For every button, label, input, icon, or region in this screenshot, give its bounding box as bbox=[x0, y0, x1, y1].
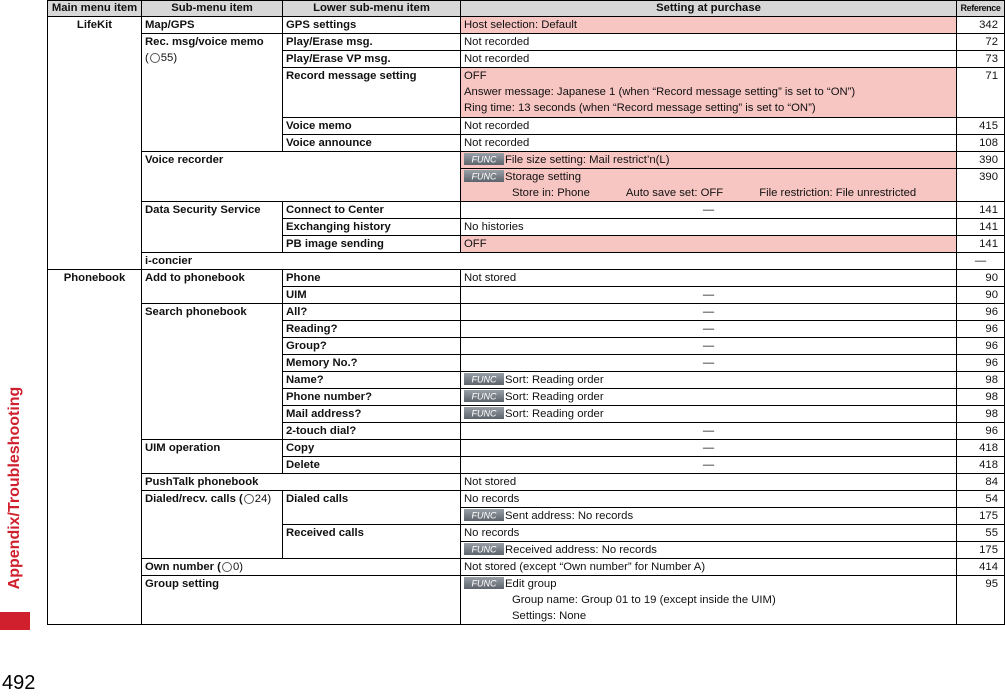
setting-cell bbox=[461, 169, 957, 202]
recmsg-keyref bbox=[145, 50, 279, 66]
main-menu-phonebook: Phonebook bbox=[48, 270, 142, 625]
reference-cell: 98 bbox=[957, 406, 1005, 423]
setting-cell bbox=[461, 372, 957, 389]
reference-cell: 72 bbox=[957, 34, 1005, 51]
setting-line: Answer message: Japanese 1 (when “Record message setting” is set to “ON”) bbox=[464, 86, 856, 98]
func-icon bbox=[464, 577, 504, 589]
table-row bbox=[48, 17, 1005, 34]
lower-dialed-calls: Dialed calls bbox=[283, 491, 461, 525]
setting-cell bbox=[461, 542, 957, 559]
lower-all: All? bbox=[283, 304, 461, 321]
table-row bbox=[48, 559, 1005, 576]
setting-text: Sort: Reading order bbox=[505, 374, 604, 386]
sub-menu-recmsg bbox=[142, 34, 283, 152]
setting-cell bbox=[461, 389, 957, 406]
table-row bbox=[48, 152, 1005, 169]
lower-phone: Phone bbox=[283, 270, 461, 287]
reference-cell: 414 bbox=[957, 559, 1005, 576]
setting-cell: No records bbox=[461, 491, 957, 508]
setting-line: OFF bbox=[464, 70, 487, 82]
lower-phone-number: Phone number? bbox=[283, 389, 461, 406]
section-title: Appendix/Troubleshooting bbox=[6, 386, 23, 590]
sub-menu-mapgps: Map/GPS bbox=[142, 17, 283, 34]
menu-key-icon bbox=[222, 562, 232, 572]
lower-two-touch: 2-touch dial? bbox=[283, 423, 461, 440]
store-in: Store in: Phone bbox=[512, 187, 590, 199]
lower-received-calls: Received calls bbox=[283, 525, 461, 559]
setting-cell: — bbox=[461, 440, 957, 457]
table-row bbox=[48, 440, 1005, 457]
setting-cell bbox=[461, 406, 957, 423]
setting-cell bbox=[461, 68, 957, 118]
setting-cell: Not recorded bbox=[461, 51, 957, 68]
table-row bbox=[48, 34, 1005, 51]
lower-group: Group? bbox=[283, 338, 461, 355]
reference-cell: 96 bbox=[957, 355, 1005, 372]
key-number: 55) bbox=[160, 52, 178, 64]
table-row bbox=[48, 270, 1005, 287]
reference-cell: 73 bbox=[957, 51, 1005, 68]
table-header-row bbox=[48, 1, 1005, 17]
dialed-recv-label: Dialed/recv. calls ( bbox=[145, 493, 243, 505]
setting-text: Received address: No records bbox=[505, 544, 657, 556]
func-icon bbox=[464, 170, 504, 182]
reference-cell: 98 bbox=[957, 389, 1005, 406]
setting-cell: Not recorded bbox=[461, 135, 957, 152]
reference-cell: 96 bbox=[957, 304, 1005, 321]
svg-text:FUNC: FUNC bbox=[471, 154, 497, 165]
setting-text: Edit group bbox=[505, 578, 557, 590]
settings-table bbox=[47, 0, 1005, 625]
setting-cell: — bbox=[461, 338, 957, 355]
svg-text:FUNC: FUNC bbox=[471, 544, 497, 555]
setting-cell: Not stored bbox=[461, 474, 957, 491]
reference-cell: 55 bbox=[957, 525, 1005, 542]
svg-text:FUNC: FUNC bbox=[471, 578, 497, 589]
lower-voice-announce: Voice announce bbox=[283, 135, 461, 152]
header-reference: Reference bbox=[957, 1, 1005, 17]
reference-cell: 390 bbox=[957, 152, 1005, 169]
lower-pb-image: PB image sending bbox=[283, 236, 461, 253]
lower-play-erase-vp: Play/Erase VP msg. bbox=[283, 51, 461, 68]
setting-cell: Not recorded bbox=[461, 34, 957, 51]
sub-menu-own-number bbox=[142, 559, 461, 576]
lower-reading: Reading? bbox=[283, 321, 461, 338]
svg-text:FUNC: FUNC bbox=[471, 510, 497, 521]
table-row bbox=[48, 304, 1005, 321]
lower-record-msg: Record message setting bbox=[283, 68, 461, 118]
reference-cell: 175 bbox=[957, 542, 1005, 559]
func-icon bbox=[464, 543, 504, 555]
reference-cell: 54 bbox=[957, 491, 1005, 508]
reference-cell: 96 bbox=[957, 338, 1005, 355]
setting-line: Settings: None bbox=[512, 610, 587, 622]
reference-cell: 90 bbox=[957, 270, 1005, 287]
menu-key-icon bbox=[150, 53, 160, 63]
auto-save: Auto save set: OFF bbox=[625, 187, 724, 199]
reference-cell: 71 bbox=[957, 68, 1005, 118]
main-menu-lifekit: LifeKit bbox=[48, 17, 142, 270]
lower-exchanging: Exchanging history bbox=[283, 219, 461, 236]
main-menu-iconcier: i-concier bbox=[142, 253, 957, 270]
setting-cell: — bbox=[461, 202, 957, 219]
reference-cell: 96 bbox=[957, 321, 1005, 338]
setting-line: Group name: Group 01 to 19 (except inside the UIM) bbox=[512, 594, 776, 606]
header-lower-sub-menu: Lower sub-menu item bbox=[283, 1, 461, 17]
reference-cell: 141 bbox=[957, 202, 1005, 219]
setting-cell: — bbox=[461, 321, 957, 338]
table-row bbox=[48, 491, 1005, 508]
setting-text: File size setting: Mail restrict’n(L) bbox=[505, 154, 670, 166]
lower-gps-settings: GPS settings bbox=[283, 17, 461, 34]
table-row bbox=[48, 576, 1005, 625]
sub-menu-pushtalk: PushTalk phonebook bbox=[142, 474, 461, 491]
reference-cell: 175 bbox=[957, 508, 1005, 525]
header-sub-menu: Sub-menu item bbox=[142, 1, 283, 17]
setting-cell: — bbox=[461, 304, 957, 321]
setting-cell: Host selection: Default bbox=[461, 17, 957, 34]
page-number: 492 bbox=[2, 672, 36, 694]
lower-copy: Copy bbox=[283, 440, 461, 457]
svg-text:FUNC: FUNC bbox=[471, 171, 497, 182]
reference-cell: 418 bbox=[957, 440, 1005, 457]
setting-cell: OFF bbox=[461, 236, 957, 253]
setting-cell bbox=[461, 508, 957, 525]
func-icon bbox=[464, 373, 504, 385]
reference-cell: 390 bbox=[957, 169, 1005, 202]
setting-cell: — bbox=[461, 423, 957, 440]
menu-key-icon bbox=[244, 494, 254, 504]
file-restriction: File restriction: File unrestricted bbox=[759, 187, 917, 199]
setting-text: Sort: Reading order bbox=[505, 391, 604, 403]
setting-cell: Not stored bbox=[461, 270, 957, 287]
svg-text:FUNC: FUNC bbox=[471, 391, 497, 402]
func-icon bbox=[464, 509, 504, 521]
header-main-menu: Main menu item bbox=[48, 1, 142, 17]
setting-cell: No records bbox=[461, 525, 957, 542]
setting-text: Sort: Reading order bbox=[505, 408, 604, 420]
sub-menu-dss: Data Security Service bbox=[142, 202, 283, 253]
setting-cell: — bbox=[461, 457, 957, 474]
lower-voice-memo: Voice memo bbox=[283, 118, 461, 135]
setting-text: Sent address: No records bbox=[505, 510, 634, 522]
svg-text:FUNC: FUNC bbox=[471, 408, 497, 419]
reference-cell: 90 bbox=[957, 287, 1005, 304]
table-row bbox=[48, 202, 1005, 219]
setting-cell: No histories bbox=[461, 219, 957, 236]
setting-cell: — bbox=[461, 287, 957, 304]
setting-cell bbox=[461, 576, 957, 625]
reference-cell: 342 bbox=[957, 17, 1005, 34]
sub-menu-uim-op: UIM operation bbox=[142, 440, 283, 474]
setting-cell: — bbox=[461, 355, 957, 372]
reference-cell: 84 bbox=[957, 474, 1005, 491]
func-icon bbox=[464, 153, 504, 165]
setting-text: Storage setting bbox=[505, 171, 581, 183]
setting-cell bbox=[461, 152, 957, 169]
reference-cell: 141 bbox=[957, 219, 1005, 236]
reference-cell: 96 bbox=[957, 423, 1005, 440]
key-number: 24) bbox=[254, 493, 272, 505]
table-row bbox=[48, 474, 1005, 491]
reference-cell: 418 bbox=[957, 457, 1005, 474]
lower-delete: Delete bbox=[283, 457, 461, 474]
reference-cell: 95 bbox=[957, 576, 1005, 625]
reference-cell: 141 bbox=[957, 236, 1005, 253]
lower-play-erase: Play/Erase msg. bbox=[283, 34, 461, 51]
sub-menu-dialed-recv bbox=[142, 491, 283, 559]
func-icon bbox=[464, 390, 504, 402]
sub-menu-voice-recorder: Voice recorder bbox=[142, 152, 461, 202]
lower-uim: UIM bbox=[283, 287, 461, 304]
recmsg-label: Rec. msg/voice memo bbox=[145, 36, 264, 48]
header-setting: Setting at purchase bbox=[461, 1, 957, 17]
reference-cell: 415 bbox=[957, 118, 1005, 135]
sub-menu-group-setting: Group setting bbox=[142, 576, 461, 625]
setting-line: Ring time: 13 seconds (when “Record message setting” is set to “ON”) bbox=[464, 102, 816, 114]
sub-menu-add-pb: Add to phonebook bbox=[142, 270, 283, 304]
paren: ( bbox=[145, 52, 149, 64]
func-icon bbox=[464, 407, 504, 419]
own-number-label: Own number ( bbox=[145, 561, 221, 573]
setting-cell: Not recorded bbox=[461, 118, 957, 135]
table-row bbox=[48, 253, 1005, 270]
lower-memory: Memory No.? bbox=[283, 355, 461, 372]
reference-cell: 98 bbox=[957, 372, 1005, 389]
svg-text:FUNC: FUNC bbox=[471, 374, 497, 385]
section-tab-marker bbox=[0, 612, 30, 630]
setting-cell: — bbox=[957, 253, 1005, 270]
key-number: 0) bbox=[232, 561, 243, 573]
section-sidebar bbox=[0, 0, 30, 698]
sub-menu-search-pb: Search phonebook bbox=[142, 304, 283, 440]
setting-line bbox=[464, 185, 953, 201]
setting-cell: Not stored (except “Own number” for Number A) bbox=[461, 559, 957, 576]
lower-connect-center: Connect to Center bbox=[283, 202, 461, 219]
lower-name: Name? bbox=[283, 372, 461, 389]
reference-cell: 108 bbox=[957, 135, 1005, 152]
lower-mail-address: Mail address? bbox=[283, 406, 461, 423]
